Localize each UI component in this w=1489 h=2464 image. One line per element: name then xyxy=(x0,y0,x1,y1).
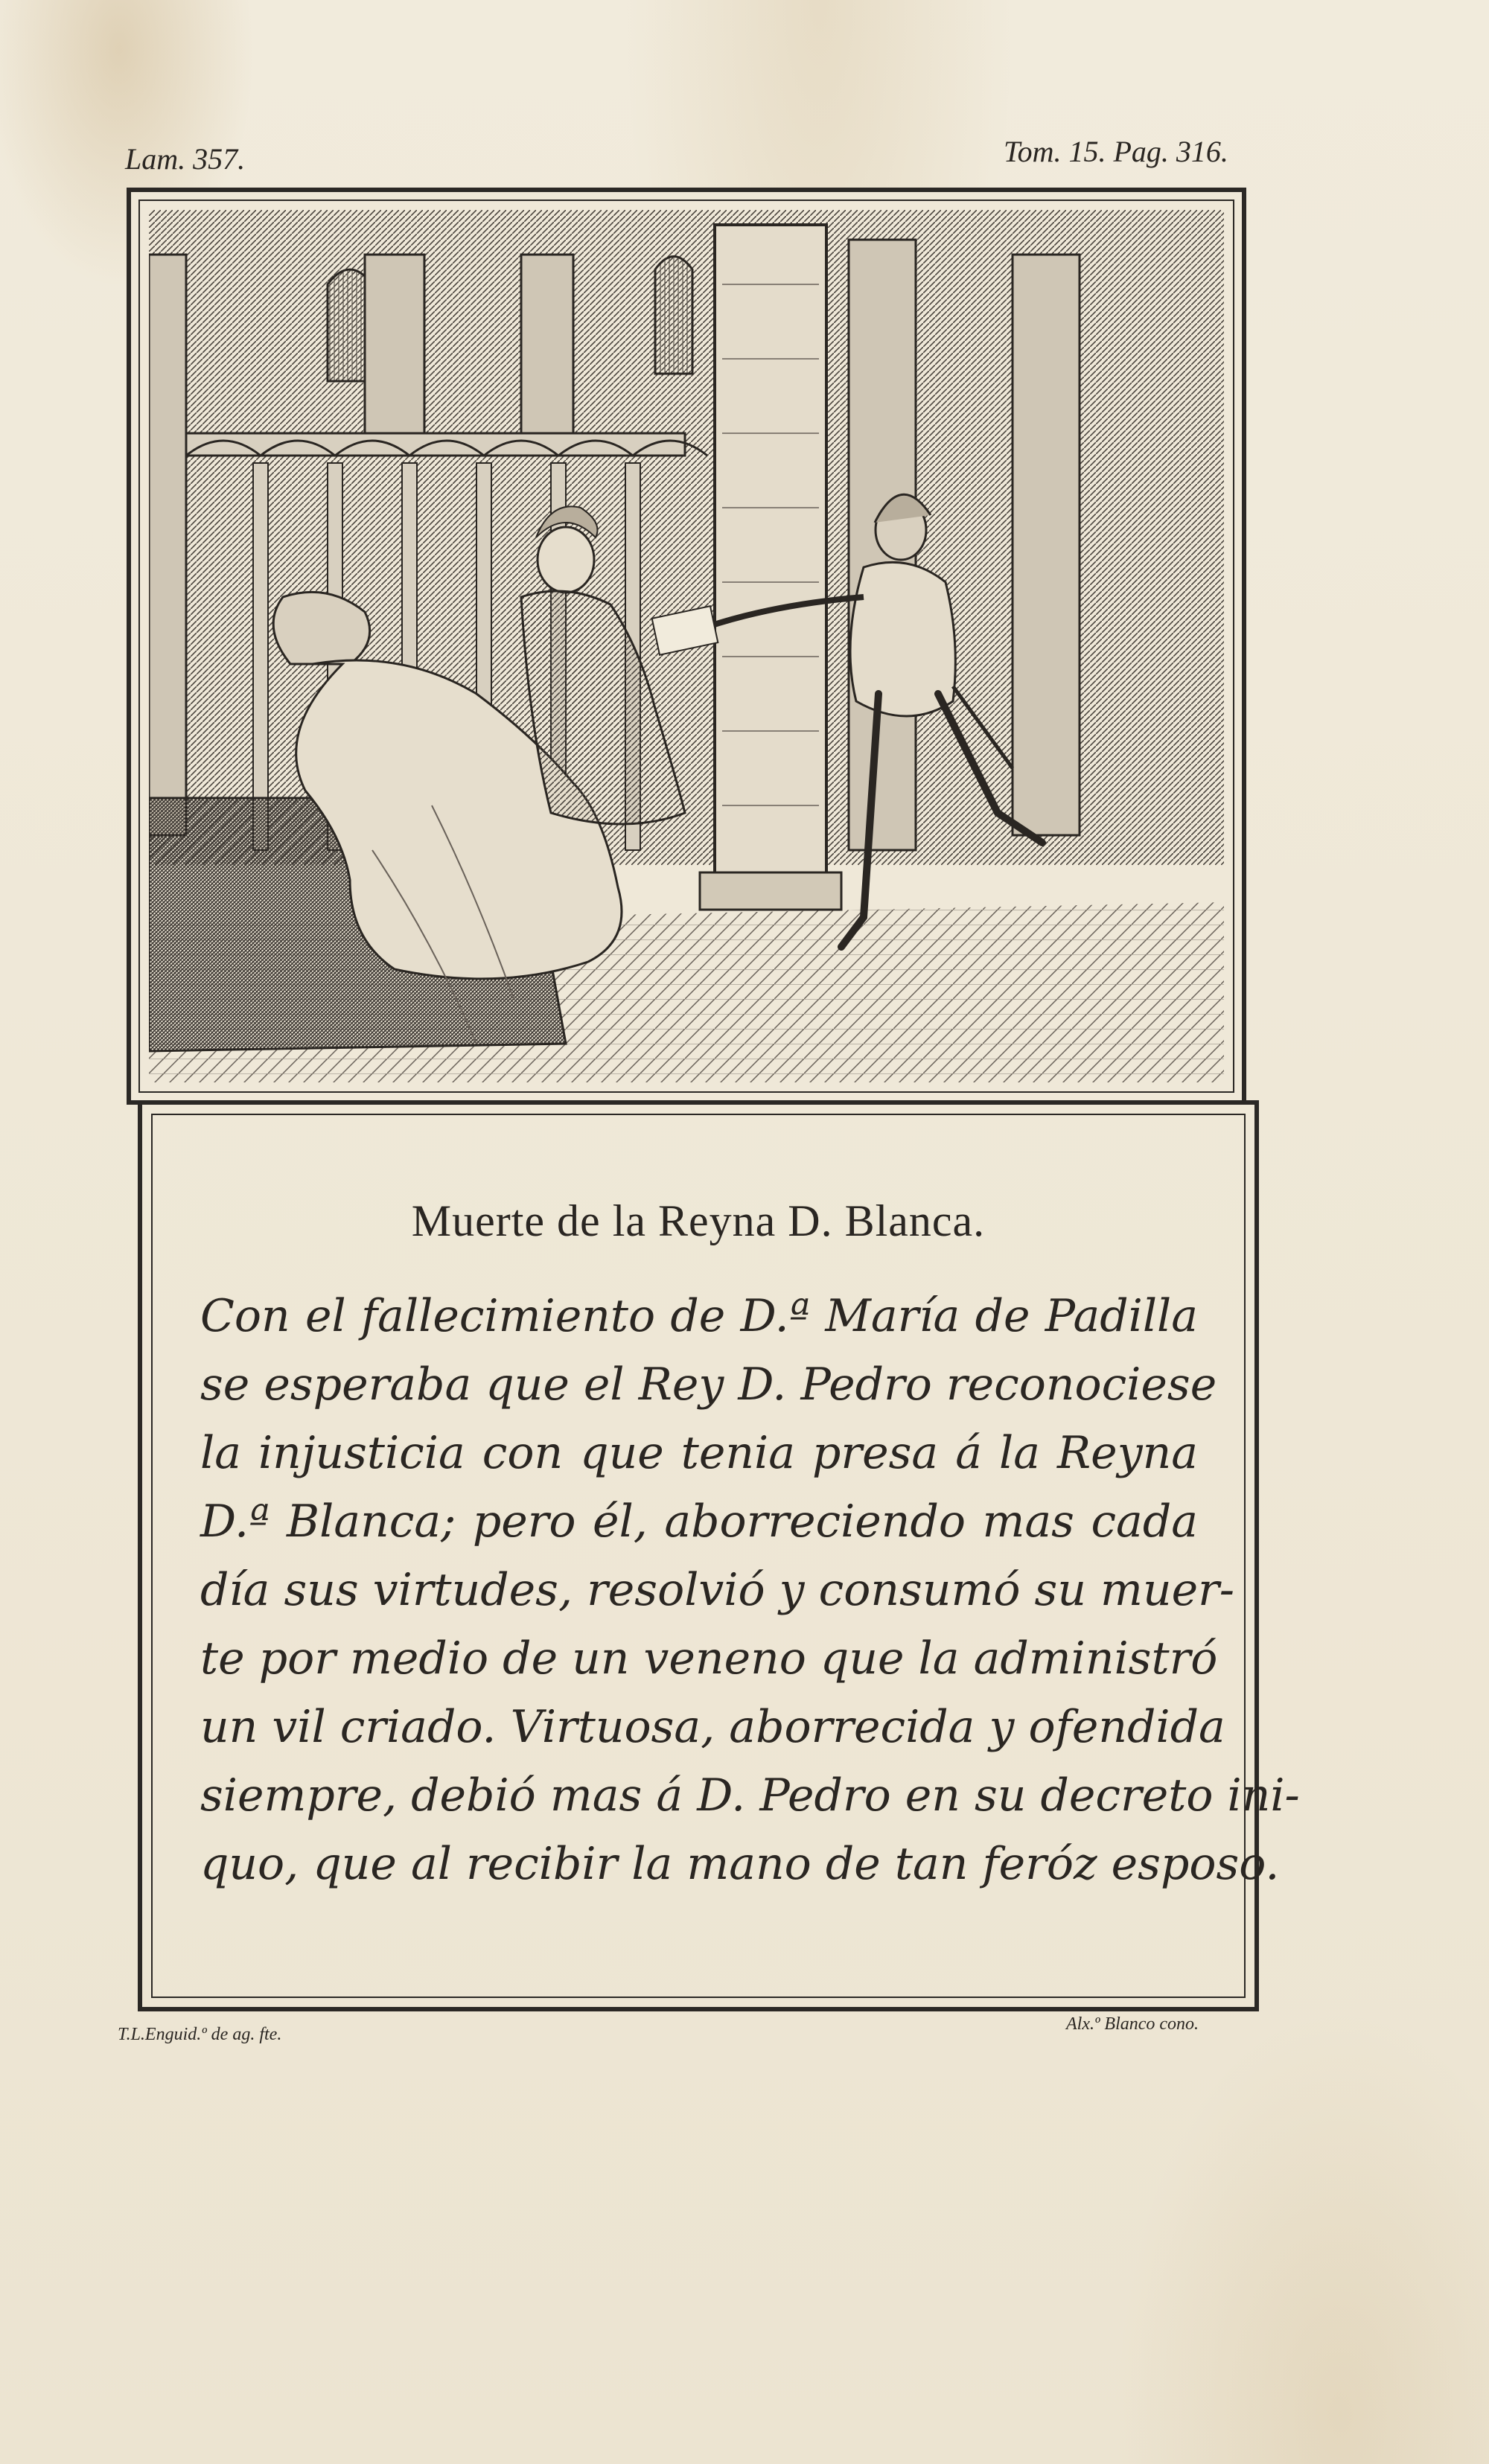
engraving-illustration xyxy=(149,210,1224,1082)
engraving-frame xyxy=(127,188,1246,1105)
caption-line: día sus virtudes, resolvió y consumó su muer- xyxy=(200,1564,1235,1616)
engraver-credit: Alx.º Blanco cono. xyxy=(1066,2014,1199,2034)
caption-title: Muerte de la Reyna D. Blanca. xyxy=(411,1196,986,1245)
caption-line: Con el fallecimiento de D.ª María de Padilla xyxy=(200,1290,1198,1342)
caption-line: quo, que al recibir la mano de tan feróz esposo. xyxy=(200,1838,1280,1890)
caption-body xyxy=(200,1282,1300,1898)
draftsman-credit: T.L.Enguid.º de ag. fte. xyxy=(118,2025,282,2044)
caption-line: siempre, debió mas á D. Pedro en su decreto ini- xyxy=(200,1769,1300,1822)
caption-line: la injusticia con que tenia presa á la Reyna xyxy=(200,1427,1198,1479)
caption-line: se esperaba que el Rey D. Pedro reconociese xyxy=(200,1359,1217,1411)
caption-line: D.ª Blanca; pero él, aborreciendo mas cada xyxy=(200,1496,1198,1548)
volume-page-reference: Tom. 15. Pag. 316. xyxy=(1004,135,1228,168)
caption-line: te por medio de un veneno que la administró xyxy=(200,1632,1218,1685)
caption-frame xyxy=(138,1100,1300,2011)
plate-number: Lam. 357. xyxy=(125,142,246,176)
caption-line: un vil criado. Virtuosa, aborrecida y ofendida xyxy=(200,1701,1225,1753)
